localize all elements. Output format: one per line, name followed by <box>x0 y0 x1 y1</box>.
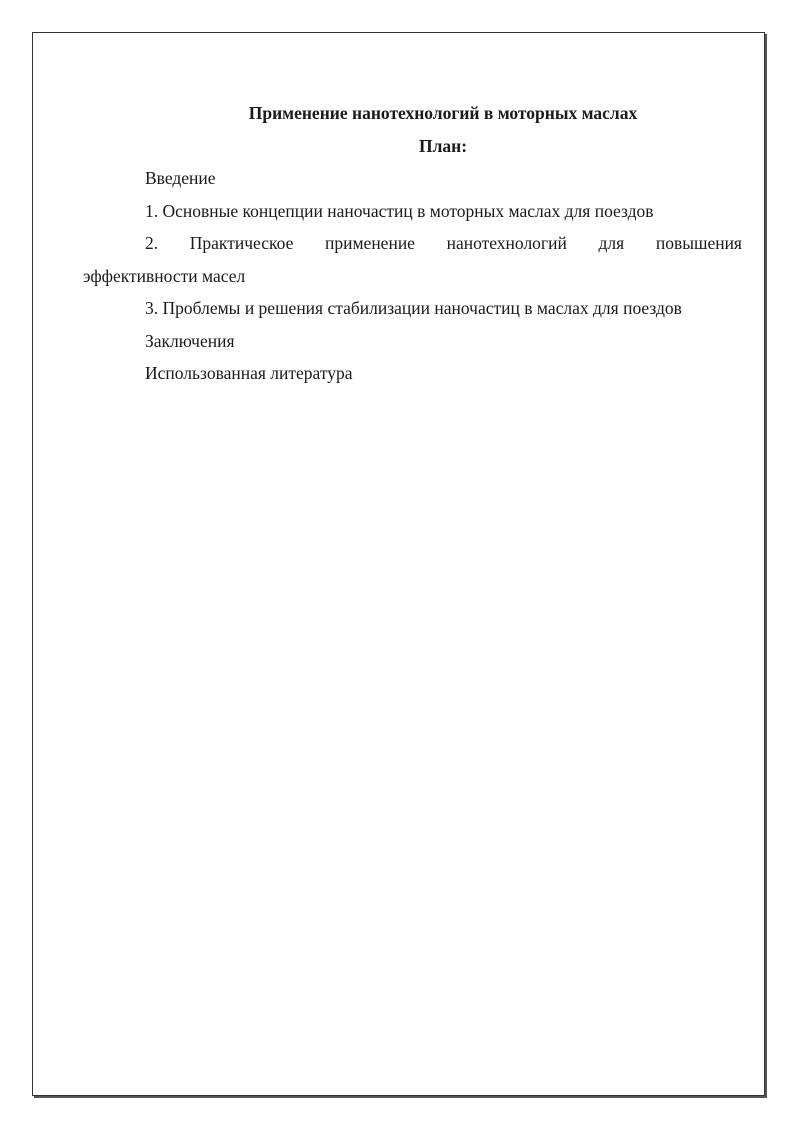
toc-item-section-1: 1. Основные концепции наночастиц в моторных маслах для поездов <box>145 200 654 221</box>
document-title: Применение нанотехнологий в моторных маслах <box>248 103 638 123</box>
toc-item-section-2-line-1: 2. Практическое применение нанотехнологий для повышения <box>145 233 742 253</box>
toc-item-section-2-line-2: эффективности масел <box>83 265 246 286</box>
toc-item-section-2 <box>83 227 742 292</box>
document-page <box>32 32 765 1096</box>
toc-item-conclusions: Заключения <box>145 330 235 351</box>
toc-item-introduction: Введение <box>145 168 216 188</box>
toc-item-section-3: 3. Проблемы и решения стабилизации наночастиц в маслах для поездов <box>145 298 682 318</box>
toc-item-references: Использованная литература <box>145 363 353 383</box>
plan-heading: План: <box>418 135 468 156</box>
document-body <box>83 97 742 390</box>
